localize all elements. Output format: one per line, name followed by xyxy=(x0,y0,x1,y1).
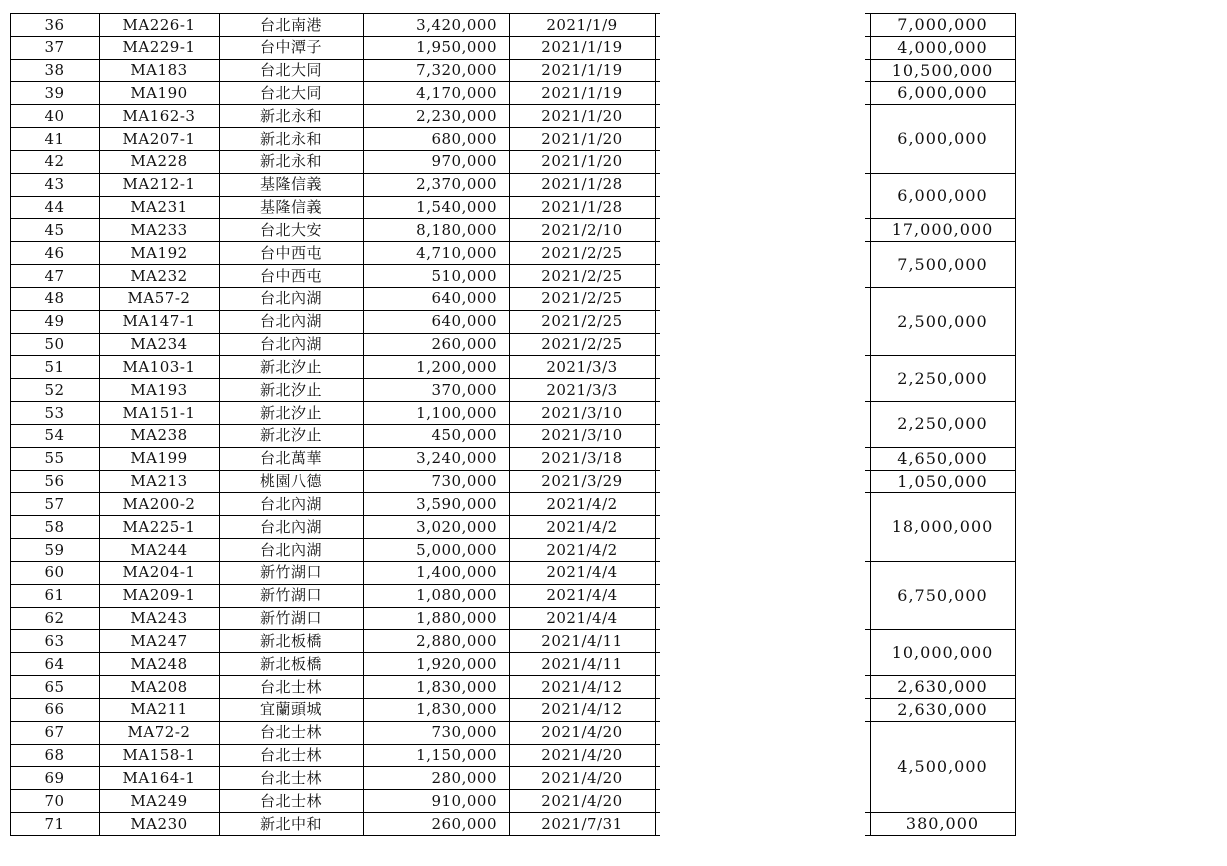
row-divider xyxy=(10,13,660,14)
amount-cell: 1,080,000 xyxy=(416,586,497,605)
item-code-cell: MA204-1 xyxy=(122,563,196,582)
region-cell: 台中西屯 xyxy=(259,266,322,285)
region-cell: 基隆信義 xyxy=(259,198,322,217)
group-divider xyxy=(865,241,1016,242)
row-number-cell: 39 xyxy=(44,83,65,102)
item-code-cell: MA207-1 xyxy=(122,129,196,148)
row-number-cell: 42 xyxy=(44,152,65,171)
row-divider xyxy=(10,310,660,311)
row-divider xyxy=(10,812,660,813)
date-cell: 2021/1/20 xyxy=(541,106,623,125)
item-code-cell: MA190 xyxy=(130,83,188,102)
row-divider xyxy=(10,607,660,608)
date-cell: 2021/2/10 xyxy=(541,220,623,239)
amount-cell: 370,000 xyxy=(431,380,497,399)
region-cell: 台北內湖 xyxy=(259,517,322,536)
row-divider xyxy=(10,789,660,790)
row-divider xyxy=(10,287,660,288)
item-code-cell: MA213 xyxy=(130,472,188,491)
row-number-cell: 49 xyxy=(44,312,65,331)
amount-cell: 640,000 xyxy=(431,289,497,308)
amount-cell: 1,920,000 xyxy=(416,654,497,673)
region-cell: 台北內湖 xyxy=(259,494,322,513)
date-cell: 2021/4/11 xyxy=(541,654,623,673)
group-divider xyxy=(865,629,1016,630)
amount-cell: 730,000 xyxy=(431,472,497,491)
amount-cell: 2,880,000 xyxy=(416,631,497,650)
region-cell: 桃園八德 xyxy=(259,472,322,491)
row-divider xyxy=(10,196,660,197)
row-number-cell: 48 xyxy=(44,289,65,308)
row-number-cell: 51 xyxy=(44,357,65,376)
region-cell: 新竹湖口 xyxy=(259,609,322,628)
row-number-cell: 54 xyxy=(44,426,65,445)
item-code-cell: MA162-3 xyxy=(122,106,196,125)
region-cell: 台中西屯 xyxy=(259,243,322,262)
group-divider xyxy=(865,287,1016,288)
region-cell: 新竹湖口 xyxy=(259,586,322,605)
region-cell: 台北士林 xyxy=(259,768,322,787)
column-divider xyxy=(99,13,100,836)
row-number-cell: 57 xyxy=(44,494,65,513)
row-divider xyxy=(10,675,660,676)
region-cell: 台北南港 xyxy=(259,15,322,34)
row-divider xyxy=(10,492,660,493)
row-number-cell: 47 xyxy=(44,266,65,285)
row-number-cell: 55 xyxy=(44,449,65,468)
group-divider xyxy=(865,561,1016,562)
group-divider xyxy=(865,835,1016,836)
date-cell: 2021/1/19 xyxy=(541,83,623,102)
row-divider xyxy=(10,401,660,402)
row-number-cell: 69 xyxy=(44,768,65,787)
group-total-cell: 380,000 xyxy=(905,813,980,833)
group-divider xyxy=(865,470,1016,471)
group-divider xyxy=(865,104,1016,105)
region-cell: 台北內湖 xyxy=(259,312,322,331)
amount-cell: 640,000 xyxy=(431,312,497,331)
column-divider xyxy=(870,13,871,836)
item-code-cell: MA243 xyxy=(130,609,188,628)
row-number-cell: 56 xyxy=(44,472,65,491)
item-code-cell: MA208 xyxy=(130,677,188,696)
amount-cell: 4,710,000 xyxy=(416,243,497,262)
date-cell: 2021/4/4 xyxy=(546,609,618,628)
date-cell: 2021/7/31 xyxy=(541,814,623,833)
amount-cell: 5,000,000 xyxy=(416,540,497,559)
amount-cell: 1,830,000 xyxy=(416,677,497,696)
date-cell: 2021/2/25 xyxy=(541,312,623,331)
row-divider xyxy=(10,355,660,356)
amount-cell: 8,180,000 xyxy=(416,220,497,239)
group-divider xyxy=(865,36,1016,37)
amount-cell: 680,000 xyxy=(431,129,497,148)
row-divider xyxy=(10,652,660,653)
column-divider xyxy=(509,13,510,836)
row-divider xyxy=(10,378,660,379)
row-number-cell: 63 xyxy=(44,631,65,650)
row-number-cell: 52 xyxy=(44,380,65,399)
row-divider xyxy=(10,744,660,745)
region-cell: 新北汐止 xyxy=(259,403,322,422)
column-divider xyxy=(10,13,11,836)
item-code-cell: MA200-2 xyxy=(122,494,196,513)
region-cell: 台北大同 xyxy=(259,61,322,80)
date-cell: 2021/2/25 xyxy=(541,335,623,354)
row-divider xyxy=(10,333,660,334)
item-code-cell: MA234 xyxy=(130,335,188,354)
group-divider xyxy=(865,812,1016,813)
row-number-cell: 59 xyxy=(44,540,65,559)
row-number-cell: 62 xyxy=(44,609,65,628)
row-number-cell: 37 xyxy=(44,38,65,57)
date-cell: 2021/4/20 xyxy=(541,746,623,765)
date-cell: 2021/4/20 xyxy=(541,768,623,787)
region-cell: 台北大安 xyxy=(259,220,322,239)
region-cell: 新北中和 xyxy=(259,814,322,833)
row-divider xyxy=(10,515,660,516)
row-number-cell: 66 xyxy=(44,700,65,719)
item-code-cell: MA158-1 xyxy=(122,746,196,765)
region-cell: 新竹湖口 xyxy=(259,563,322,582)
item-code-cell: MA229-1 xyxy=(122,38,196,57)
region-cell: 新北板橋 xyxy=(259,654,322,673)
item-code-cell: MA199 xyxy=(130,449,188,468)
row-divider xyxy=(10,835,660,836)
row-number-cell: 50 xyxy=(44,335,65,354)
amount-cell: 280,000 xyxy=(431,768,497,787)
amount-cell: 1,830,000 xyxy=(416,700,497,719)
date-cell: 2021/1/20 xyxy=(541,129,623,148)
region-cell: 基隆信義 xyxy=(259,175,322,194)
row-number-cell: 53 xyxy=(44,403,65,422)
date-cell: 2021/3/29 xyxy=(541,472,623,491)
region-cell: 新北永和 xyxy=(259,106,322,125)
region-cell: 宜蘭頭城 xyxy=(259,700,322,719)
row-number-cell: 44 xyxy=(44,198,65,217)
region-cell: 新北永和 xyxy=(259,129,322,148)
row-divider xyxy=(10,538,660,539)
item-code-cell: MA244 xyxy=(130,540,188,559)
group-divider xyxy=(865,721,1016,722)
item-code-cell: MA225-1 xyxy=(122,517,196,536)
region-cell: 台中潭子 xyxy=(259,38,322,57)
item-code-cell: MA226-1 xyxy=(122,15,196,34)
date-cell: 2021/3/3 xyxy=(546,380,618,399)
row-divider xyxy=(10,584,660,585)
group-total-cell: 6,000,000 xyxy=(897,129,988,149)
date-cell: 2021/3/3 xyxy=(546,357,618,376)
group-total-cell: 4,000,000 xyxy=(897,37,988,57)
group-total-cell: 18,000,000 xyxy=(891,517,994,537)
amount-cell: 1,880,000 xyxy=(416,609,497,628)
item-code-cell: MA231 xyxy=(130,198,188,217)
amount-cell: 970,000 xyxy=(431,152,497,171)
row-divider xyxy=(10,59,660,60)
row-divider xyxy=(10,766,660,767)
date-cell: 2021/1/19 xyxy=(541,38,623,57)
item-code-cell: MA183 xyxy=(130,61,188,80)
item-code-cell: MA233 xyxy=(130,220,188,239)
amount-cell: 3,020,000 xyxy=(416,517,497,536)
amount-cell: 1,100,000 xyxy=(416,403,497,422)
item-code-cell: MA232 xyxy=(130,266,188,285)
row-number-cell: 67 xyxy=(44,723,65,742)
group-total-cell: 17,000,000 xyxy=(891,220,994,240)
group-total-cell: 2,250,000 xyxy=(897,368,988,388)
row-number-cell: 64 xyxy=(44,654,65,673)
item-code-cell: MA249 xyxy=(130,791,188,810)
date-cell: 2021/3/18 xyxy=(541,449,623,468)
region-cell: 台北士林 xyxy=(259,791,322,810)
amount-cell: 260,000 xyxy=(431,335,497,354)
item-code-cell: MA193 xyxy=(130,380,188,399)
date-cell: 2021/1/28 xyxy=(541,198,623,217)
row-number-cell: 60 xyxy=(44,563,65,582)
amount-cell: 1,150,000 xyxy=(416,746,497,765)
amount-cell: 1,400,000 xyxy=(416,563,497,582)
date-cell: 2021/4/11 xyxy=(541,631,623,650)
item-code-cell: MA248 xyxy=(130,654,188,673)
row-number-cell: 40 xyxy=(44,106,65,125)
row-divider xyxy=(10,721,660,722)
amount-cell: 3,590,000 xyxy=(416,494,497,513)
group-divider xyxy=(865,13,1016,14)
row-divider xyxy=(10,424,660,425)
row-divider xyxy=(10,629,660,630)
date-cell: 2021/1/28 xyxy=(541,175,623,194)
group-total-cell: 7,500,000 xyxy=(897,254,988,274)
group-total-cell: 10,000,000 xyxy=(891,642,994,662)
column-divider xyxy=(1015,13,1016,836)
group-total-cell: 10,500,000 xyxy=(891,60,994,80)
row-divider xyxy=(10,81,660,82)
group-total-cell: 2,250,000 xyxy=(897,414,988,434)
group-divider xyxy=(865,355,1016,356)
date-cell: 2021/4/4 xyxy=(546,563,618,582)
region-cell: 台北士林 xyxy=(259,723,322,742)
row-divider xyxy=(10,264,660,265)
date-cell: 2021/2/25 xyxy=(541,266,623,285)
date-cell: 2021/4/2 xyxy=(546,540,618,559)
group-total-cell: 2,500,000 xyxy=(897,311,988,331)
column-divider xyxy=(655,13,656,836)
group-divider xyxy=(865,492,1016,493)
amount-cell: 1,540,000 xyxy=(416,198,497,217)
date-cell: 2021/4/20 xyxy=(541,723,623,742)
amount-cell: 1,200,000 xyxy=(416,357,497,376)
item-code-cell: MA151-1 xyxy=(122,403,196,422)
amount-cell: 910,000 xyxy=(431,791,497,810)
row-divider xyxy=(10,150,660,151)
row-divider xyxy=(10,104,660,105)
region-cell: 台北大同 xyxy=(259,83,322,102)
group-total-cell: 2,630,000 xyxy=(897,676,988,696)
item-code-cell: MA57-2 xyxy=(127,289,191,308)
column-divider xyxy=(363,13,364,836)
item-code-cell: MA209-1 xyxy=(122,586,196,605)
group-total-cell: 6,000,000 xyxy=(897,83,988,103)
group-divider xyxy=(865,447,1016,448)
item-code-cell: MA228 xyxy=(130,152,188,171)
date-cell: 2021/4/12 xyxy=(541,677,623,696)
row-divider xyxy=(10,36,660,37)
row-number-cell: 71 xyxy=(44,814,65,833)
row-number-cell: 65 xyxy=(44,677,65,696)
region-cell: 台北士林 xyxy=(259,677,322,696)
region-cell: 台北內湖 xyxy=(259,335,322,354)
group-divider xyxy=(865,81,1016,82)
row-divider xyxy=(10,241,660,242)
row-divider xyxy=(10,470,660,471)
region-cell: 新北汐止 xyxy=(259,426,322,445)
row-number-cell: 43 xyxy=(44,175,65,194)
row-divider xyxy=(10,173,660,174)
region-cell: 新北汐止 xyxy=(259,380,322,399)
group-divider xyxy=(865,401,1016,402)
group-total-cell: 2,630,000 xyxy=(897,699,988,719)
amount-cell: 4,170,000 xyxy=(416,83,497,102)
row-number-cell: 46 xyxy=(44,243,65,262)
group-total-cell: 4,650,000 xyxy=(897,448,988,468)
group-divider xyxy=(865,218,1016,219)
group-total-cell: 6,000,000 xyxy=(897,186,988,206)
amount-cell: 510,000 xyxy=(431,266,497,285)
row-number-cell: 45 xyxy=(44,220,65,239)
date-cell: 2021/3/10 xyxy=(541,403,623,422)
region-cell: 新北汐止 xyxy=(259,357,322,376)
item-code-cell: MA211 xyxy=(130,700,188,719)
item-code-cell: MA247 xyxy=(130,631,188,650)
date-cell: 2021/4/2 xyxy=(546,517,618,536)
group-divider xyxy=(865,173,1016,174)
row-number-cell: 68 xyxy=(44,746,65,765)
item-code-cell: MA164-1 xyxy=(122,768,196,787)
item-code-cell: MA230 xyxy=(130,814,188,833)
region-cell: 新北板橋 xyxy=(259,631,322,650)
date-cell: 2021/1/9 xyxy=(546,15,618,34)
region-cell: 台北士林 xyxy=(259,746,322,765)
group-divider xyxy=(865,675,1016,676)
item-code-cell: MA72-2 xyxy=(127,723,191,742)
region-cell: 台北萬華 xyxy=(259,449,322,468)
date-cell: 2021/1/20 xyxy=(541,152,623,171)
amount-cell: 2,370,000 xyxy=(416,175,497,194)
date-cell: 2021/2/25 xyxy=(541,289,623,308)
row-divider xyxy=(10,561,660,562)
region-cell: 台北內湖 xyxy=(259,289,322,308)
item-code-cell: MA192 xyxy=(130,243,188,262)
group-divider xyxy=(865,698,1016,699)
row-divider xyxy=(10,447,660,448)
row-number-cell: 58 xyxy=(44,517,65,536)
row-number-cell: 70 xyxy=(44,791,65,810)
date-cell: 2021/4/20 xyxy=(541,791,623,810)
group-divider xyxy=(865,59,1016,60)
row-number-cell: 38 xyxy=(44,61,65,80)
region-cell: 新北永和 xyxy=(259,152,322,171)
date-cell: 2021/1/19 xyxy=(541,61,623,80)
amount-cell: 260,000 xyxy=(431,814,497,833)
item-code-cell: MA147-1 xyxy=(122,312,196,331)
date-cell: 2021/3/10 xyxy=(541,426,623,445)
amount-cell: 7,320,000 xyxy=(416,61,497,80)
column-divider xyxy=(219,13,220,836)
amount-cell: 1,950,000 xyxy=(416,38,497,57)
region-cell: 台北內湖 xyxy=(259,540,322,559)
item-code-cell: MA238 xyxy=(130,426,188,445)
row-number-cell: 36 xyxy=(44,15,65,34)
row-number-cell: 41 xyxy=(44,129,65,148)
date-cell: 2021/4/12 xyxy=(541,700,623,719)
amount-cell: 3,420,000 xyxy=(416,15,497,34)
group-total-cell: 6,750,000 xyxy=(897,585,988,605)
group-total-cell: 1,050,000 xyxy=(897,471,988,491)
group-total-cell: 4,500,000 xyxy=(897,756,988,776)
amount-cell: 3,240,000 xyxy=(416,449,497,468)
amount-cell: 2,230,000 xyxy=(416,106,497,125)
date-cell: 2021/4/4 xyxy=(546,586,618,605)
row-divider xyxy=(10,698,660,699)
row-number-cell: 61 xyxy=(44,586,65,605)
group-total-cell: 7,000,000 xyxy=(897,14,988,34)
amount-cell: 730,000 xyxy=(431,723,497,742)
date-cell: 2021/4/2 xyxy=(546,494,618,513)
item-code-cell: MA103-1 xyxy=(122,357,196,376)
row-divider xyxy=(10,218,660,219)
row-divider xyxy=(10,127,660,128)
amount-cell: 450,000 xyxy=(431,426,497,445)
item-code-cell: MA212-1 xyxy=(122,175,196,194)
date-cell: 2021/2/25 xyxy=(541,243,623,262)
